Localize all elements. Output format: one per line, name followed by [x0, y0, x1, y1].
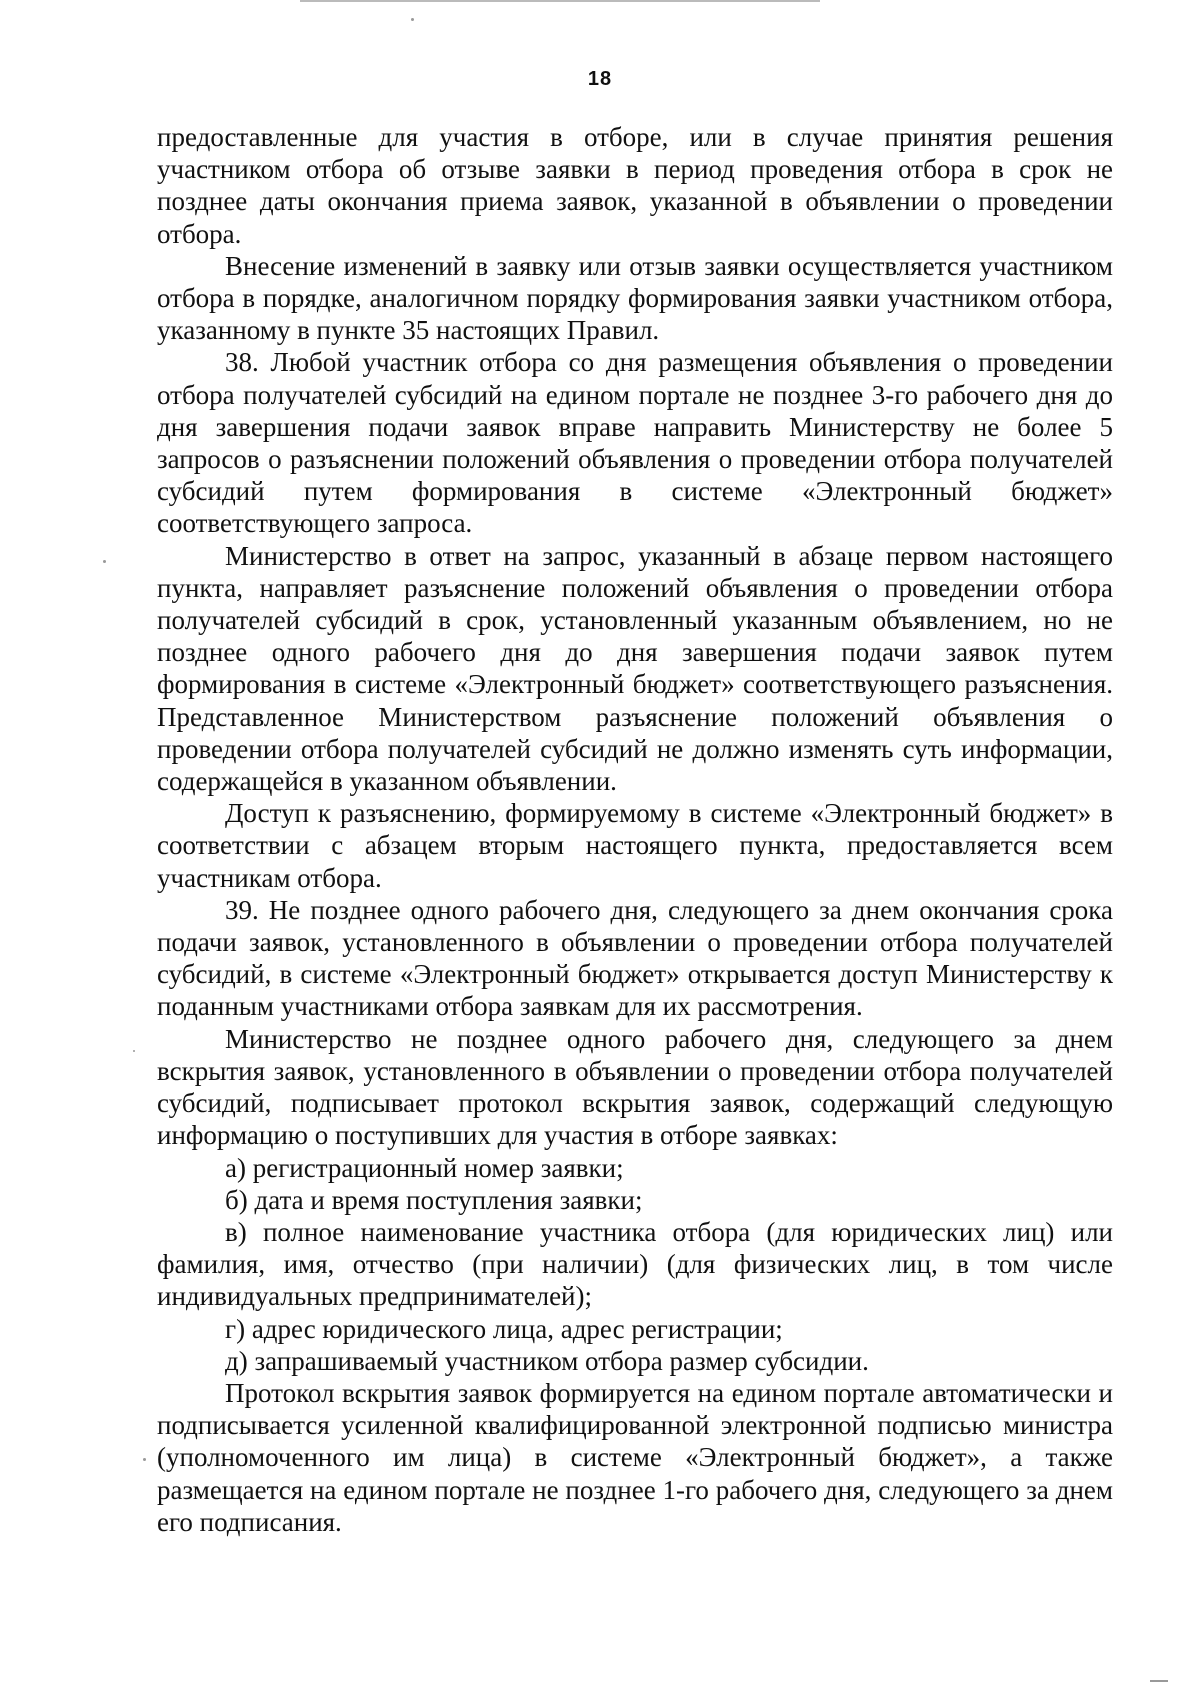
- document-body: [157, 121, 1113, 1538]
- list-item-d: д) запрашиваемый участником отбора размер субсидии.: [225, 1345, 869, 1376]
- scan-speck: [133, 1050, 135, 1052]
- page-number: 18: [587, 68, 613, 90]
- paragraph-protocol-signing: Министерство не позднее одного рабочего дня, следующего за днем вскрытия заявок, установленного в объявлении о проведении отбора получателей субсидий, подписывает протокол вскрытия заявок, содержащий следующую информацию о поступивших для участия в отборе заявках:: [157, 1023, 1113, 1151]
- scan-speck: [411, 18, 414, 21]
- paragraph-protocol-publication: Протокол вскрытия заявок формируется на едином портале автоматически и подписывается усиленной квалифицированной электронной подписью министра (уполномоченного им лица) в системе «Электронный бюджет», а также размещается на едином портале не позднее 1-го рабочего дня, следующего за днем его подписания.: [157, 1377, 1113, 1537]
- paragraph-item-38: 38. Любой участник отбора со дня размещения объявления о проведении отбора получателей субсидий на едином портале не позднее 3-го рабочего дня до дня завершения подачи заявок вправе направить Министерству не более 5 запросов о разъяснении положений объявления о проведении отбора получателей субсидий путем формирования в системе «Электронный бюджет» соответствующего запроса.: [157, 347, 1113, 539]
- paragraph-item-39: 39. Не позднее одного рабочего дня, следующего за днем окончания срока подачи заявок, установленного в объявлении о проведении отбора получателей субсидий, в системе «Электронный бюджет» открывается доступ Министерству к поданным участниками отбора заявкам для их рассмотрения.: [157, 894, 1113, 1022]
- scan-speck: [1150, 1680, 1168, 1682]
- list-item-g: г) адрес юридического лица, адрес регистрации;: [225, 1313, 783, 1344]
- paragraph-continuation: предоставленные для участия в отборе, или в случае принятия решения участником отбора об отзыве заявки в период проведения отбора в срок не позднее даты окончания приема заявок, указанной в объявлении о проведении отбора.: [157, 122, 1113, 249]
- paragraph-access: Доступ к разъяснению, формируемому в системе «Электронный бюджет» в соответствии с абзацем вторым настоящего пункта, предоставляется всем участникам отбора.: [157, 798, 1113, 893]
- scan-speck: [143, 1458, 146, 1461]
- scan-speck: [103, 560, 106, 563]
- scan-top-edge: [300, 0, 820, 2]
- paragraph-ministry-response: Министерство в ответ на запрос, указанный в абзаце первом настоящего пункта, направляет разъяснение положений объявления о проведении отбора получателей субсидий в срок, установленный указанным объявлением, но не позднее одного рабочего дня до дня завершения подачи заявок путем формирования в системе «Электронный бюджет» соответствующего разъяснения. Представленное Министерством разъяснение положений объявления о проведении отбора получателей субсидий не должно изменять суть информации, содержащейся в указанном объявлении.: [157, 540, 1113, 797]
- paragraph-amendment: Внесение изменений в заявку или отзыв заявки осуществляется участником отбора в порядке, аналогичном порядку формирования заявки участником отбора, указанному в пункте 35 настоящих Правил.: [157, 250, 1113, 346]
- list-item-v: в) полное наименование участника отбора (для юридических лиц) или фамилия, имя, отчество (при наличии) (для физических лиц, в том числе индивидуальных предпринимателей);: [157, 1216, 1113, 1312]
- list-item-b: б) дата и время поступления заявки;: [225, 1184, 643, 1215]
- list-item-a: а) регистрационный номер заявки;: [225, 1152, 624, 1183]
